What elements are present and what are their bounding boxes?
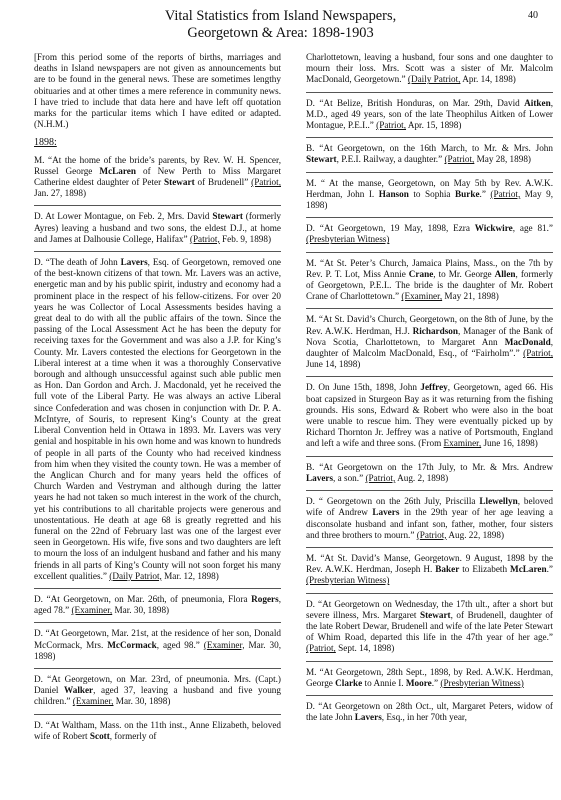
record-entry xyxy=(306,547,553,587)
entry-text: to Annie I. xyxy=(362,677,406,688)
entry-text: B. “At Georgetown on the 17th July, to Mr. & Mrs. Andrew xyxy=(306,461,553,472)
source-citation: (Patriot, xyxy=(306,643,336,654)
surname: Stewart xyxy=(164,177,195,188)
entry-text: in the 29th year of her age leaving a disconsolate husband and infant son, father, mother, four sisters and three brothers to mourn.” xyxy=(306,507,553,540)
entry-text: , Esq. of Georgetown, removed one of the best-known citizens of that town. Mr. Lavers was an active, energetic man and by his public spirit, industry and economy had a prominent place in the respect of his fellow-citizens. For over 20 years he was Collector of Local Assessments besides having a great deal to do with all the public affairs of the town. Since the passing of the Local Assessment Act he has been the deputy for receiving taxes for the Government and was also a J.P. for King’s County. Mr. Lavers contested the elections for Georgetown in the Liberal interest at a time when it was a thoroughly Conservative borough and although unsuccessful against such able public men as Hon. Dan Gordon and Arch. J. Macdonald, yet he received the full vote of the Liberal Party. He was always an active Liberal since Confederation and was chosen in conjunction with Dr. P. A. McIntyre, of Souris, to represent King’s County at the great Liberal Convention held in Ottawa in 1893. Mr. Lavers was very genial and hospitable in his own home and was known to hundreds of people in all parts of the County who had received kindness from him when they visited the county town. He was a member of the Anglican Church and for many years held the offices of Church Warden and Vestryman and although during the latter years he had not taken so much interest in the work of the church, yet his contributions to all charitable projects were generous and unostentatious. He death at age 68 is greatly regretted and his funeral on the 22nd of February last was one of the largest ever seen in Georgetown. His wife, five sons and two daughters are left to mourn the loss of an indulgent husband and father and his many friends in all parts of King’s County will not soon forget his many excellent qualities.” xyxy=(34,257,282,581)
source-date: Mar. 30, 1898) xyxy=(112,605,170,616)
surname: McLaren xyxy=(99,165,136,176)
source-date: Aug. 22, 1898) xyxy=(446,529,505,540)
page-title xyxy=(0,8,561,42)
surname: Lavers xyxy=(354,712,382,723)
source-citation: (Presbyterian Witness) xyxy=(440,677,524,688)
record-entry xyxy=(34,155,281,200)
source-citation: (Daily Patriot, xyxy=(407,74,461,85)
surname: Clarke xyxy=(335,677,363,688)
entry-text: to Sophia xyxy=(408,188,456,199)
surname: Lavers xyxy=(372,507,400,518)
source-citation: (Presbyterian Witness) xyxy=(306,234,390,245)
entry-text: D. At Lower Montague, on Feb. 2, Mrs. David xyxy=(34,211,213,222)
record-entry xyxy=(306,376,553,449)
surname: Baker xyxy=(435,564,460,575)
record-entry xyxy=(34,622,281,662)
record-entry xyxy=(34,251,281,582)
record-entry xyxy=(34,205,281,245)
surname: McLaren xyxy=(510,564,547,575)
source-citation: (Patriot, xyxy=(416,529,447,540)
surname: Llewellyn xyxy=(479,496,518,507)
surname: Lavers xyxy=(120,257,148,268)
record-entry xyxy=(306,661,553,689)
source-citation: (Patriot, xyxy=(490,188,521,199)
entry-text: D. “ Georgetown on the 26th July, Priscilla xyxy=(306,496,480,507)
surname: Stewart xyxy=(306,154,337,165)
record-entry xyxy=(34,668,281,708)
source-date: Sept. 14, 1898) xyxy=(335,643,395,654)
entry-text: , P.E.I. Railway, a daughter.” xyxy=(336,154,445,165)
source-citation: (Presbyterian Witness) xyxy=(306,575,390,586)
record-entry xyxy=(306,217,553,245)
surname: Rogers xyxy=(251,593,279,604)
surname: MacDonald xyxy=(504,336,551,347)
entry-text: , formerly of Georgetown, P.E.I.. The bride is the daughter of Mr. Robert Crane of Charlottetown.” xyxy=(306,268,553,302)
source-citation: (Examiner, xyxy=(71,605,113,616)
entry-text: , Georgetown, aged 66. His boat capsized in Sturgeon Bay as it was returning from the fishing grounds. His sons, Edward & Robert who were also in the boat were unable to rescue him. They were eventually picked up by Richard Thornton Jr. Jeffrey was a native of Portsmouth, England and left a wife and three sons. (From xyxy=(306,382,553,449)
record-entry xyxy=(306,308,553,370)
source-date: Mar. 12, 1898) xyxy=(161,570,219,581)
record-entry xyxy=(306,172,553,212)
surname: Lavers xyxy=(306,472,334,483)
entry-text: .” xyxy=(431,677,441,688)
source-citation: (Examiner, xyxy=(401,291,443,302)
source-citation: (Patriot, xyxy=(251,177,281,188)
source-date: Mar. 30, 1898) xyxy=(34,639,281,661)
entry-text: M. “ At the manse, Georgetown, on May 5th by Rev. A.W.K. Herdman, John I. xyxy=(306,177,553,199)
record-entry xyxy=(34,588,281,616)
surname: Richardson xyxy=(412,325,458,336)
surname: Burke xyxy=(455,188,480,199)
entry-text: D. “At Georgetown, on Mar. 26th, of pneumonia, Flora xyxy=(34,593,252,604)
source-date: June 14, 1898) xyxy=(306,359,361,370)
entry-text: to Elizabeth xyxy=(459,564,511,575)
entry-text: D. “At Georgetown, on Mar. 23rd, of pneumonia. Mrs. (Capt.) Daniel xyxy=(34,673,281,696)
record-entry xyxy=(306,52,553,86)
intro-note: [From this period some of the reports of births, marriages and deaths in Island newspapers are not given as announcements but are to be found in the general news. These are sometimes lengthy obituaries and at other times a mere reference in community news. I have tried to include that data here and have left off quotation marks for the particular items which I have edited or adapted. (N.H.M.) xyxy=(34,52,281,130)
source-citation: (Patriot, xyxy=(189,233,220,244)
left-column xyxy=(34,52,281,748)
entry-text: , age 81.” xyxy=(512,223,554,234)
entry-text: , formerly of xyxy=(109,730,157,741)
source-date: May 28, 1898) xyxy=(474,154,531,165)
surname: Aitken xyxy=(524,97,551,108)
source-citation: (Examiner, xyxy=(203,639,245,650)
entry-text: .” xyxy=(546,564,553,575)
entry-text: B. “At Georgetown, on the 16th March, to Mr. & Mrs. John xyxy=(306,143,553,154)
surname: Scott xyxy=(89,730,110,741)
source-citation: Examiner, xyxy=(443,438,482,449)
surname: McCormack xyxy=(107,639,157,650)
entry-text: M. “At St. David’s Manse, Georgetown. 9 August, 1898 by the Rev. A.W.K. Herdman, Joseph H. xyxy=(306,552,553,575)
title-line-1: Vital Statistics from Island Newspapers, xyxy=(164,8,397,24)
record-entry xyxy=(306,252,553,303)
source-date: Jan. 27, 1898) xyxy=(34,188,87,199)
entry-text: M. “At St. David’s Church, Georgetown, on the 8th of June, by the Rev. A.W.K. Herdman, H.J. xyxy=(306,314,553,336)
record-entry xyxy=(306,456,553,484)
source-date: May 9, 1898) xyxy=(306,188,553,211)
surname: Moore xyxy=(405,677,432,688)
entry-text: , Manager of the Bank of Nova Scotia, Charlottetown, to Margaret Ann xyxy=(306,325,553,347)
entry-text: D. “At Belize, British Honduras, on Mar. 29th, David xyxy=(306,97,525,108)
entry-text: M. “At Georgetown, 28th Sept., 1898, by Red. A.W.K. Herdman, George xyxy=(306,666,553,688)
entry-text: D. “At Georgetown, Mar. 21st, at the residence of her son, Donald McCormack, Mrs. xyxy=(34,628,281,650)
entry-text: , Esq., in her 70th year, xyxy=(381,712,467,723)
entry-text: M. “At St. Peter’s Church, Jamaica Plains, Mass., on the 7th by Rev. P. T. Lot, Miss Annie xyxy=(306,257,553,279)
entry-text: , aged 98.” xyxy=(156,639,204,650)
entry-text: D. “At Georgetown on 28th Oct., ult, Margaret Peters, widow of the late John xyxy=(306,700,553,723)
surname: Crane xyxy=(408,268,434,279)
surname: Walker xyxy=(64,685,94,696)
title-line-2: Georgetown & Area: 1898-1903 xyxy=(187,25,374,41)
source-citation: (Daily Patriot, xyxy=(109,570,162,581)
source-citation: (Patriot, xyxy=(444,154,475,165)
entry-text: , aged 78.” xyxy=(34,593,281,616)
source-citation: (Examiner, xyxy=(72,696,114,707)
entry-text: of Brudenell” xyxy=(194,177,252,188)
entry-text: , M.D., aged 49 years, son of the late Theophilus Aitken of Lower Montague, P.E.I..” xyxy=(306,97,553,131)
entry-text: D. “At Georgetown, 19 May, 1898, Ezra xyxy=(306,223,475,234)
surname: Stewart xyxy=(212,211,243,222)
entry-text: , daughter of Malcolm MacDonald, Esq., of “Fairholm”.” xyxy=(306,336,553,359)
source-date: June 16, 1898) xyxy=(481,438,538,449)
record-entry xyxy=(306,695,553,723)
source-date: Apr. 15, 1898) xyxy=(406,120,462,131)
entry-text: Charlottetown, leaving a husband, four sons and one daughter to mourn their loss. Mrs. Scott was a sister of Mr. Malcolm MacDonald, Georgetown.” xyxy=(306,52,553,85)
right-column xyxy=(306,52,553,729)
surname: Stewart xyxy=(419,609,451,620)
entry-text: , of Brudenell, daughter of the late Robert Dewar, Brudenell and wife of the late Peter Stewart of Whim Road, departed this life in the 47th year of her age.” xyxy=(306,609,553,643)
entry-text: .” xyxy=(479,188,491,199)
source-date: Apr. 14, 1898) xyxy=(460,74,516,85)
entry-text: D. “The death of John xyxy=(34,257,121,268)
entry-text: D. “At Georgetown on Wednesday, the 17th ult., after a short but severe illness, Mrs. Margaret xyxy=(306,598,553,620)
entry-text: , to Mr. George xyxy=(433,268,495,279)
entry-text: M. “At the home of the bride’s parents, by Rev. W. H. Spencer, Russel George xyxy=(34,154,281,176)
source-citation: (Patriot, xyxy=(376,120,407,131)
page-number: 40 xyxy=(528,10,538,21)
record-entry xyxy=(306,92,553,132)
source-date: Mar. 30, 1898) xyxy=(113,696,171,707)
entry-text: D. On June 15th, 1898, John xyxy=(306,382,421,393)
record-entry xyxy=(34,714,281,742)
surname: Hanson xyxy=(378,188,409,199)
entry-text: , a son.” xyxy=(333,472,366,483)
source-date: Feb. 9, 1898) xyxy=(219,233,272,244)
year-heading: 1898: xyxy=(34,137,57,149)
entry-text: (formerly Ayres) leaving a husband and two sons, the eldest D.J., at home and James at Dalhousie College, Halifax” xyxy=(34,211,282,244)
source-citation: (Patriot, xyxy=(365,472,396,483)
source-date: Aug. 2, 1898) xyxy=(395,472,449,483)
source-date: May 21, 1898) xyxy=(442,291,499,302)
surname: Allen xyxy=(494,268,516,279)
entry-text: of New Perth to Miss Margaret Catherine eldest daughter of Peter xyxy=(34,165,281,188)
surname: Wickwire xyxy=(474,223,513,234)
entry-text: , beloved wife of Andrew xyxy=(306,496,553,518)
entry-text: D. “At Waltham, Mass. on the 11th inst., Anne Elizabeth, beloved wife of Robert xyxy=(34,719,281,741)
record-entry xyxy=(306,593,553,655)
entry-text: , aged 37, leaving a husband and five young children.” xyxy=(34,685,281,707)
record-entry xyxy=(306,137,553,165)
record-entry xyxy=(306,490,553,541)
surname: Jeffrey xyxy=(420,382,448,393)
source-citation: (Patriot, xyxy=(523,348,553,359)
